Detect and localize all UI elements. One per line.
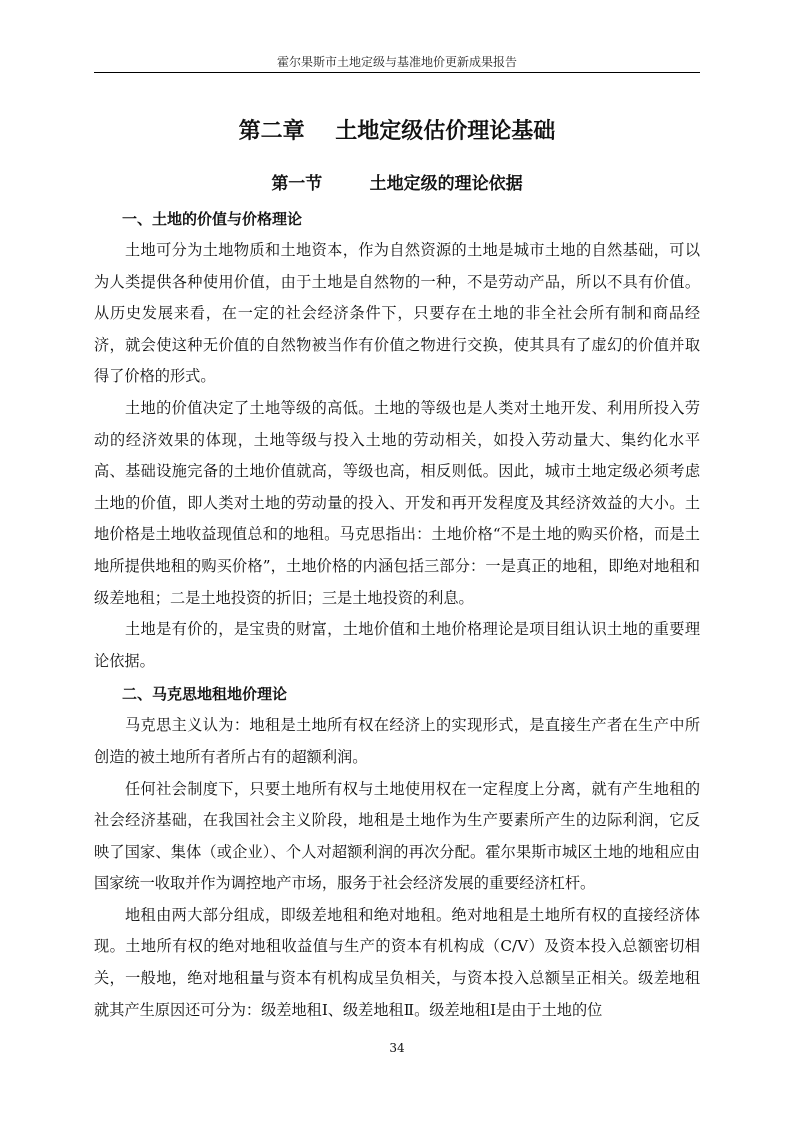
running-header: 霍尔果斯市土地定级与基准地价更新成果报告 [276,55,517,69]
subsection-heading-land-value: 一、土地的价值与价格理论 [122,210,303,228]
chapter-title: 第二章 土地定级估价理论基础 [238,119,556,144]
subsection-heading-marx-rent: 二、马克思地租地价理论 [122,685,288,704]
paragraph: 地租由两大部分组成，即级差地租和绝对地租。绝对地租是土地所有权的直接经济体现。土地所有权的绝对地租收益值与生产的资本有机构成（C/V）及资本投入总额密切相关，一般地，绝对地租量与资本有机构成呈负相关，与资本投入总额呈正相关。级差地租就其产生原因还可分为：级差地租Ⅰ、级差地租Ⅱ。级差地租Ⅰ是由于土地的位 [94,905,700,1019]
paragraph: 土地的价值决定了土地等级的高低。土地的等级也是人类对土地开发、利用所投入劳动的经济效果的体现，土地等级与投入土地的劳动相关，如投入劳动量大、集约化水平高、基础设施完备的土地价值就高，等级也高，相反则低。因此，城市土地定级必须考虑土地的价值，即人类对土地的劳动量的投入、开发和再开发程度及其经济效益的大小。土地价格是土地收益现值总和的地租。马克思指出：土地价格“不是土地的购买价格，而是土地所提供地租的购买价格”，土地价格的内涵包括三部分：一是真正的地租，即绝对地租和级差地租；二是土地投资的折旧；三是土地投资的利息。 [94,398,700,607]
page-number: 34 [389,1041,405,1055]
paragraph: 土地可分为土地物质和土地资本，作为自然资源的土地是城市土地的自然基础，可以为人类提供各种使用价值，由于土地是自然物的一种，不是劳动产品，所以不具有价值。从历史发展来看，在一定的社会经济条件下，只要存在土地的非全社会所有制和商品经济，就会使这种无价值的自然物被当作有价值之物进行交换，使其具有了虚幻的价值并取得了价格的形式。 [94,241,700,386]
paragraph: 马克思主义认为：地租是土地所有权在经济上的实现形式，是直接生产者在生产中所创造的被土地所有者所占有的超额利润。 [94,716,700,766]
paragraph: 任何社会制度下，只要土地所有权与土地使用权在一定程度上分离，就有产生地租的社会经济基础，在我国社会主义阶段，地租是土地作为生产要素所产生的边际利润，它反映了国家、集体（或企业）、个人对超额利润的再次分配。霍尔果斯市城区土地的地租应由国家统一收取并作为调控地产市场，服务于社会经济发展的重要经济杠杆。 [94,779,700,893]
section-title: 第一节 土地定级的理论依据 [271,174,523,194]
body-content [94,202,700,1026]
header-divider [94,72,700,73]
paragraph: 土地是有价的，是宝贵的财富，土地价值和土地价格理论是项目组认识土地的重要理论依据。 [94,620,700,670]
